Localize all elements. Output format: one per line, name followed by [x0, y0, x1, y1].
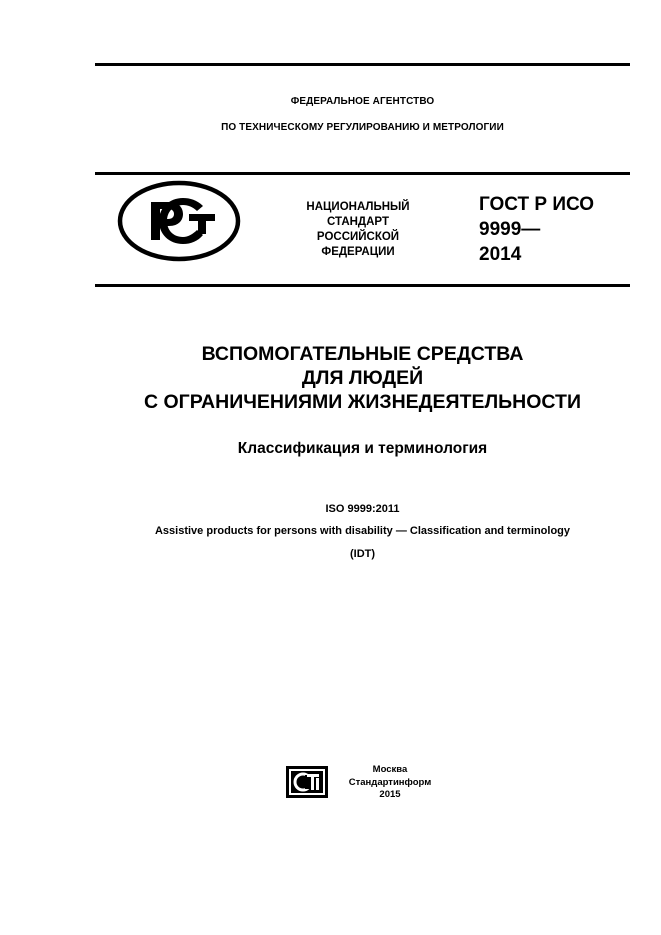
iso-code: ISO 9999:2011 [325, 503, 400, 515]
national-standard-label [288, 200, 428, 260]
document-title [95, 342, 630, 414]
standard-designation-line-2: 9999— [479, 219, 541, 240]
standartinform-logo-icon [286, 766, 328, 798]
standard-block-bottom-divider [95, 284, 630, 287]
national-standard-line-3: РОССИЙСКОЙ [316, 231, 400, 243]
iso-equivalence: (IDT) [349, 548, 376, 560]
document-subtitle: Классификация и терминология [237, 440, 488, 457]
imprint [335, 764, 445, 802]
top-divider [95, 63, 630, 66]
imprint-city: Москва [372, 764, 408, 775]
national-standard-line-2: СТАНДАРТ [327, 216, 389, 228]
document-title-line-2: ДЛЯ ЛЮДЕЙ [301, 367, 424, 389]
agency-name-line-2: ПО ТЕХНИЧЕСКОМУ РЕГУЛИРОВАНИЮ И МЕТРОЛОГИИ [221, 122, 504, 133]
standard-designation [479, 192, 629, 267]
document-title-line-1: ВСПОМОГАТЕЛЬНЫЕ СРЕДСТВА [201, 343, 524, 365]
document-title-line-3: С ОГРАНИЧЕНИЯМИ ЖИЗНЕДЕЯТЕЛЬНОСТИ [144, 391, 581, 413]
national-standard-line-4: ФЕДЕРАЦИИ [321, 246, 395, 258]
imprint-publisher: Стандартинформ [348, 776, 432, 788]
rst-certification-mark-icon [117, 180, 241, 262]
standard-designation-line-3: 2014 [479, 244, 522, 265]
imprint-year: 2015 [379, 789, 401, 800]
standard-designation-line-1: ГОСТ Р ИСО [479, 194, 595, 215]
national-standard-line-1: НАЦИОНАЛЬНЫЙ [306, 201, 410, 213]
standard-block-top-divider [95, 172, 630, 175]
agency-name-line-1: ФЕДЕРАЛЬНОЕ АГЕНТСТВО [290, 96, 435, 107]
iso-english-title: Assistive products for persons with disability — Classification and terminology [154, 525, 571, 537]
